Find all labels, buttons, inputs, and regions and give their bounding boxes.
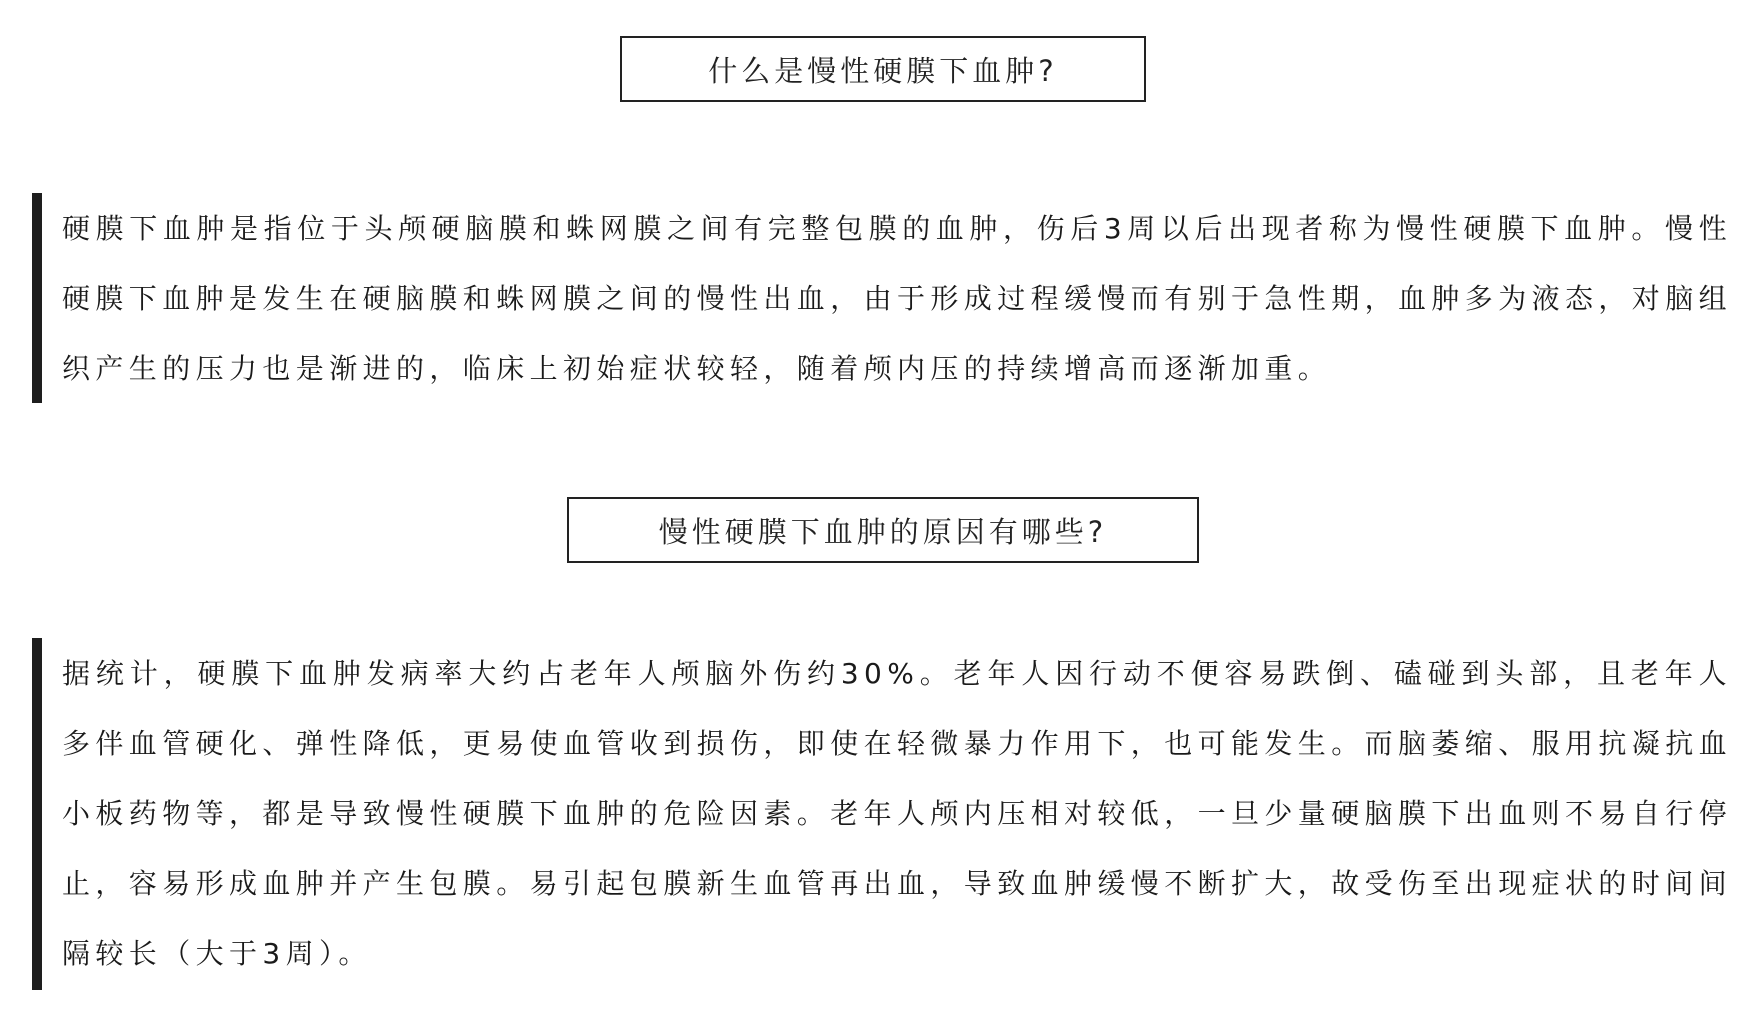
paragraph-definition: 硬膜下血肿是指位于头颅硬脑膜和蛛网膜之间有完整包膜的血肿，伤后3周以后出现者称为慢性硬膜下血肿。慢性硬膜下血肿是发生在硬脑膜和蛛网膜之间的慢性出血，由于形成过程缓慢而有别于急性期，血肿多为液态，对脑组织产生的压力也是渐进的，临床上初始症状较轻，随着颅内压的持续增高而逐渐加重。 <box>62 212 1733 385</box>
paragraph-block-causes <box>32 638 1732 990</box>
quote-bar <box>32 638 42 990</box>
section-title-what-is: 什么是慢性硬膜下血肿? <box>620 36 1146 102</box>
section-title-causes: 慢性硬膜下血肿的原因有哪些? <box>567 497 1199 563</box>
paragraph-causes: 据统计，硬膜下血肿发病率大约占老年人颅脑外伤约30%。老年人因行动不便容易跌倒、磕碰到头部，且老年人多伴血管硬化、弹性降低，更易使血管收到损伤，即使在轻微暴力作用下，也可能发生。而脑萎缩、服用抗凝抗血小板药物等，都是导致慢性硬膜下血肿的危险因素。老年人颅内压相对较低，一旦少量硬脑膜下出血则不易自行停止，容易形成血肿并产生包膜。易引起包膜新生血管再出血，导致血肿缓慢不断扩大，故受伤至出现症状的时间间隔较长（大于3周）。 <box>62 657 1733 970</box>
paragraph-block-definition <box>32 193 1732 403</box>
quote-bar <box>32 193 42 403</box>
